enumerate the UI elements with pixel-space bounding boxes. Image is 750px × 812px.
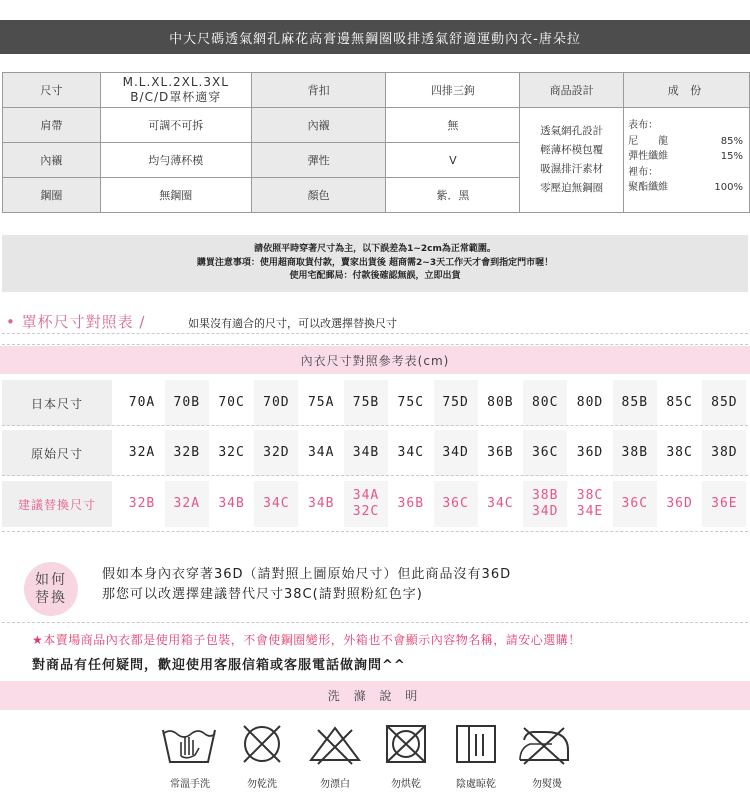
size-cell: [254, 430, 298, 476]
size-cell: [254, 380, 298, 426]
purchase-notes: [2, 235, 748, 292]
swap-line: 假如本身內衣穿著36D（請對照上圖原始尺寸）但此商品沒有36D: [102, 567, 512, 582]
contact-notice: 對商品有任何疑問，歡迎使用客服信箱或客服電話做詢問^^: [32, 658, 406, 673]
size-value: 80C: [531, 395, 559, 410]
size-value: 38B: [621, 445, 649, 460]
wash-label: 勿烘乾: [391, 779, 421, 790]
spec-clasp-value: 四排三鉤: [386, 73, 520, 108]
no-dry-clean-icon: [238, 722, 286, 770]
hand-wash-icon: [160, 722, 218, 770]
composition-row: 裡布：: [628, 166, 659, 178]
wash-label: 常溫手洗: [170, 779, 210, 790]
size-cell: [613, 481, 657, 527]
size-cell: [389, 481, 433, 527]
size-value: 75C: [397, 395, 425, 410]
size-cell: [613, 430, 657, 476]
size-chart-header: 內衣尺寸對照參考表(cm): [0, 346, 750, 374]
size-cell: [254, 481, 298, 527]
wash-label: 勿漂白: [320, 779, 350, 790]
size-cell: [120, 430, 164, 476]
size-cell: [344, 481, 388, 527]
size-cell: [299, 430, 343, 476]
divider: [2, 531, 748, 532]
size-cell: [658, 380, 702, 426]
wash-label: 陰處晾乾: [456, 779, 496, 790]
size-cell: [210, 380, 254, 426]
size-value: 34C: [487, 496, 514, 511]
size-cell: [210, 430, 254, 476]
size-cell: [165, 481, 209, 527]
size-cell: [658, 430, 702, 476]
size-cell: [165, 430, 209, 476]
size-value: 75A: [307, 395, 335, 410]
size-cell: [568, 380, 612, 426]
size-value: 36D: [576, 445, 604, 460]
composition-row: 尼 龍 85%: [628, 135, 743, 147]
design-item: 透氣網孔設計: [540, 125, 604, 137]
how-to-swap-badge: [24, 562, 78, 616]
size-cell: [523, 380, 567, 426]
spec-color-value: 紫．黑: [386, 178, 520, 213]
size-value: 34B: [352, 445, 380, 460]
size-value: 32A: [173, 496, 201, 511]
spec-design-key: 商品設計: [520, 73, 624, 108]
size-value: 36B: [397, 496, 425, 511]
size-value: 32D: [263, 445, 290, 460]
size-value: 36C: [531, 445, 559, 460]
composition-row: 聚酯纖維 100%: [628, 182, 743, 193]
divider: [2, 475, 748, 476]
note-line: 使用宅配郵局：付款後確認無誤，立即出貨: [289, 271, 461, 281]
spec-design-list: [520, 108, 624, 213]
divider: [2, 333, 748, 334]
size-value: 38C: [576, 488, 604, 503]
size-cell: [478, 380, 522, 426]
divider: [2, 344, 748, 345]
size-cell: [165, 380, 209, 426]
size-value: 75B: [352, 395, 380, 410]
size-cell: [299, 380, 343, 426]
size-value: 80B: [487, 395, 514, 410]
size-value: 34E: [576, 504, 604, 519]
size-value: 32B: [173, 445, 201, 460]
size-section-subtitle: 如果沒有適合的尺寸，可以改選擇替換尺寸: [188, 317, 397, 330]
size-cell: [568, 481, 612, 527]
size-cell: [613, 380, 657, 426]
packaging-notice: ★本賣場商品內衣都是使用箱子包裝，不會使鋼圈變形，外箱也不會顯示內容物名稱，請安心選購！: [32, 633, 581, 647]
size-value: 34A: [307, 445, 335, 460]
size-value: 32B: [128, 496, 156, 511]
no-bleach-icon: [306, 722, 364, 770]
size-value: 36B: [487, 445, 514, 460]
size-value: 85C: [666, 395, 693, 410]
spec-wire-value: 無鋼圈: [100, 178, 251, 213]
size-value: 38C: [666, 445, 693, 460]
design-item: 輕薄杯模包覆: [540, 144, 604, 156]
size-value: 34D: [531, 504, 559, 519]
row-label-suggested: 建議替換尺寸: [2, 481, 112, 527]
size-cell: [299, 481, 343, 527]
spec-size-key: 尺寸: [3, 73, 101, 108]
row-label-japan: 日本尺寸: [2, 380, 112, 426]
wash-label: 勿熨燙: [532, 779, 562, 790]
size-value: 70C: [218, 395, 245, 410]
size-value: 34B: [307, 496, 335, 511]
size-cell: [344, 430, 388, 476]
size-section-title: • 罩杯尺寸對照表 /: [6, 313, 146, 331]
no-tumble-dry-icon: [383, 722, 429, 770]
spec-lining-key: 內襯: [251, 108, 386, 143]
size-value: 32A: [128, 445, 156, 460]
size-value: 85B: [621, 395, 649, 410]
size-cell: [702, 380, 746, 426]
spec-pad-key: 內襯: [3, 143, 101, 178]
size-value: 36D: [666, 496, 693, 511]
size-cell: [210, 481, 254, 527]
no-iron-icon: [512, 722, 576, 770]
wash-title: 洗 滌 說 明: [0, 681, 750, 710]
size-value: 36C: [621, 496, 649, 511]
size-cell: [523, 430, 567, 476]
size-value: 36C: [442, 496, 469, 511]
spec-size-value: M.L.XL.2XL.3XL B/C/D罩杯適穿: [100, 73, 251, 108]
size-cell: [389, 380, 433, 426]
size-value: 70D: [263, 395, 290, 410]
size-value: 85D: [711, 395, 738, 410]
how-to-swap-badge-text: 如何 替換: [35, 572, 67, 606]
size-cell: [702, 430, 746, 476]
size-cell: [434, 481, 478, 527]
shade-dry-icon: [453, 722, 499, 770]
size-value: 34A: [352, 488, 380, 503]
spec-table: [2, 72, 750, 213]
swap-line: 那您可以改選擇建議替代尺寸38C(請對照粉紅色字): [102, 587, 423, 602]
size-cell: [478, 481, 522, 527]
size-cell: [702, 481, 746, 527]
spec-elastic-value: V: [386, 143, 520, 178]
size-cell: [478, 430, 522, 476]
note-line: 請依照平時穿著尺寸為主，以下誤差為1~2cm為正常範圍。: [254, 244, 496, 254]
spec-lining-value: 無: [386, 108, 520, 143]
size-value: 34B: [218, 496, 245, 511]
spec-pad-value: 均勻薄杯模: [100, 143, 251, 178]
size-value: 70A: [128, 395, 156, 410]
size-value: 34C: [397, 445, 425, 460]
size-value: 34D: [442, 445, 469, 460]
size-cell: [568, 430, 612, 476]
size-value: 38B: [531, 488, 559, 503]
size-cell: [389, 430, 433, 476]
spec-wire-key: 鋼圈: [3, 178, 101, 213]
row-label-original: 原始尺寸: [2, 430, 112, 476]
spec-color-key: 顏色: [251, 178, 386, 213]
composition-row: 表布：: [628, 120, 659, 131]
composition-row: 彈性纖維 15%: [628, 151, 743, 162]
swap-instructions: [102, 565, 511, 605]
note-line: 購買注意事項：使用超商取貨付款，賣家出貨後 超商需2~3天工作天才會到指定門市喔！: [196, 257, 554, 268]
size-value: 70B: [173, 395, 201, 410]
size-value: 38D: [711, 445, 738, 460]
page-title: 中大尺碼透氣網孔麻花高膏邊無鋼圈吸排透氣舒適運動內衣-唐朵拉: [0, 20, 750, 54]
size-value: 32C: [218, 445, 245, 460]
size-cell: [120, 380, 164, 426]
size-value: 36E: [711, 496, 738, 511]
spec-composition-key: 成 份: [624, 73, 750, 108]
size-cell: [120, 481, 164, 527]
design-item: 吸濕排汗素材: [540, 163, 604, 175]
spec-clasp-key: 背扣: [251, 73, 386, 108]
spec-strap-key: 肩帶: [3, 108, 101, 143]
size-cell: [434, 380, 478, 426]
size-cell: [434, 430, 478, 476]
design-item: 零壓迫無鋼圈: [540, 182, 604, 194]
spec-strap-value: 可調不可拆: [100, 108, 251, 143]
divider: [2, 622, 748, 623]
size-value: 34C: [263, 496, 290, 511]
divider: [2, 425, 748, 426]
spec-elastic-key: 彈性: [251, 143, 386, 178]
size-value: 32C: [352, 504, 380, 519]
size-value: 80D: [576, 395, 604, 410]
spec-composition-list: [624, 108, 750, 213]
wash-label: 勿乾洗: [247, 779, 277, 790]
size-cell: [344, 380, 388, 426]
size-value: 75D: [442, 395, 469, 410]
size-cell: [658, 481, 702, 527]
size-cell: [523, 481, 567, 527]
